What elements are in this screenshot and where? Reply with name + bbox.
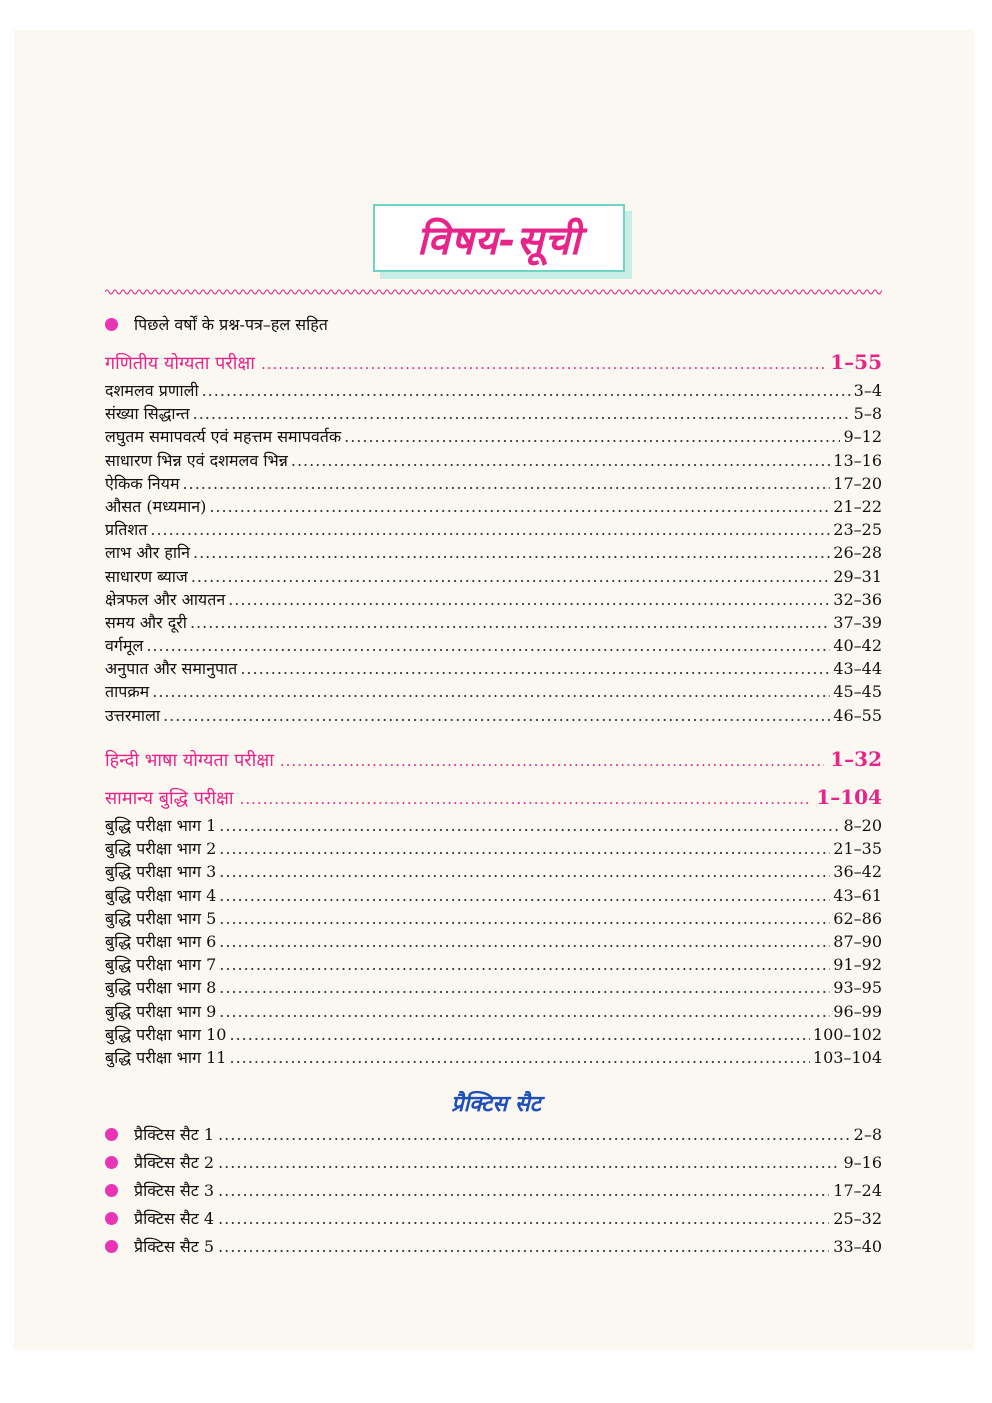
leader-dots — [219, 930, 830, 953]
leader-dots — [218, 1153, 839, 1172]
leader-dots — [219, 860, 830, 883]
leader-dots — [191, 565, 830, 588]
practice-label: प्रैक्टिस सैट 2 — [134, 1153, 215, 1172]
toc-pages: 26–28 — [833, 543, 882, 563]
toc-row — [105, 1023, 882, 1046]
practice-label: प्रैक्टिस सैट 3 — [134, 1181, 215, 1200]
toc-pages: 62–86 — [833, 908, 882, 928]
leader-dots — [280, 752, 824, 770]
leader-dots — [190, 611, 830, 634]
leader-dots — [228, 588, 830, 611]
section-title: सामान्य बुद्धि परीक्षा — [105, 788, 234, 809]
leader-dots — [202, 379, 851, 402]
practice-label: प्रैक्टिस सैट 5 — [134, 1237, 215, 1256]
toc-label: बुद्धि परीक्षा भाग 7 — [105, 955, 217, 975]
toc-pages: 87–90 — [833, 931, 882, 951]
leader-dots — [152, 680, 830, 703]
toc-label: अनुपात और समानुपात — [105, 659, 238, 679]
toc-row — [105, 814, 882, 837]
toc-row — [105, 518, 882, 541]
toc-pages: 5–8 — [853, 404, 882, 424]
toc-row — [105, 588, 882, 611]
toc-pages: 21–22 — [833, 496, 882, 516]
leader-dots — [219, 1000, 830, 1023]
toc-label: बुद्धि परीक्षा भाग 5 — [105, 908, 217, 928]
toc-label: उत्तरमाला — [105, 705, 161, 725]
toc-row — [105, 657, 882, 680]
toc-row — [105, 425, 882, 448]
leader-dots — [240, 657, 830, 680]
toc-label: क्षेत्रफल और आयतन — [105, 589, 226, 609]
leader-dots — [218, 1125, 850, 1144]
practice-pages: 2–8 — [853, 1124, 882, 1144]
toc-row — [105, 837, 882, 860]
toc-row — [105, 611, 882, 634]
toc-label: साधारण ब्याज — [105, 566, 188, 586]
toc-pages: 17–20 — [833, 473, 882, 493]
section-heading — [105, 785, 882, 812]
toc-row — [105, 541, 882, 564]
toc-row — [105, 565, 882, 588]
toc-row — [105, 402, 882, 425]
toc-pages: 21–35 — [833, 839, 882, 859]
leader-dots — [219, 953, 830, 976]
toc-pages: 100–102 — [812, 1024, 882, 1044]
leader-dots — [150, 518, 830, 541]
leader-dots — [218, 1237, 829, 1256]
toc-label: बुद्धि परीक्षा भाग 11 — [105, 1047, 227, 1067]
leader-dots — [163, 704, 830, 727]
toc-pages: 29–31 — [833, 566, 882, 586]
toc-label: वर्गमूल — [105, 636, 144, 656]
practice-title: प्रैक्टिस सैट — [451, 1092, 541, 1117]
leader-dots — [193, 541, 830, 564]
section-title: गणितीय योग्यता परीक्षा — [105, 353, 255, 374]
leader-dots — [146, 634, 830, 657]
practice-list — [105, 1120, 882, 1260]
leader-dots — [218, 1209, 829, 1228]
toc-label: बुद्धि परीक्षा भाग 10 — [105, 1024, 227, 1044]
reasoning-items — [105, 814, 882, 1069]
toc-label: बुद्धि परीक्षा भाग 1 — [105, 816, 217, 835]
toc-label: ऐकिक नियम — [105, 473, 180, 493]
toc-pages: 46–55 — [833, 705, 882, 725]
practice-row — [105, 1232, 882, 1260]
toc-label: साधारण भिन्न एवं दशमलव भिन्न — [105, 450, 288, 470]
toc-pages: 3–4 — [853, 381, 882, 400]
leader-dots — [240, 790, 811, 808]
toc-label: संख्या सिद्धान्त — [105, 404, 190, 424]
bullet-icon — [105, 1156, 118, 1169]
bullet-icon — [105, 1184, 118, 1197]
toc-row — [105, 1000, 882, 1023]
toc-pages: 9–12 — [843, 427, 882, 447]
practice-row — [105, 1176, 882, 1204]
leader-dots — [344, 425, 840, 448]
wavy-divider — [105, 286, 882, 298]
title-box — [373, 204, 625, 272]
section-math — [105, 350, 882, 727]
math-items — [105, 379, 882, 727]
toc-pages: 32–36 — [833, 589, 882, 609]
section-pages: 1–104 — [816, 785, 882, 809]
toc-pages: 45–45 — [833, 682, 882, 702]
bullet-icon — [105, 1240, 118, 1253]
note-line — [105, 313, 328, 335]
section-heading — [105, 747, 882, 774]
toc-row — [105, 976, 882, 999]
practice-pages: 9–16 — [843, 1152, 882, 1172]
practice-pages: 25–32 — [833, 1208, 882, 1228]
toc-row — [105, 472, 882, 495]
section-hindi — [105, 747, 882, 774]
toc-pages: 91–92 — [833, 955, 882, 975]
toc-label: बुद्धि परीक्षा भाग 2 — [105, 839, 217, 859]
section-pages: 1–55 — [830, 350, 882, 374]
toc-label: बुद्धि परीक्षा भाग 4 — [105, 885, 217, 905]
practice-row — [105, 1204, 882, 1232]
leader-dots — [229, 1023, 809, 1046]
section-pages: 1–32 — [830, 747, 882, 771]
practice-label: प्रैक्टिस सैट 1 — [134, 1125, 215, 1144]
toc-pages: 37–39 — [833, 612, 882, 632]
toc-row — [105, 860, 882, 883]
section-title: हिन्दी भाषा योग्यता परीक्षा — [105, 750, 274, 771]
toc-pages: 23–25 — [833, 520, 882, 540]
bullet-icon — [105, 1212, 118, 1225]
leader-dots — [261, 355, 824, 373]
toc-pages: 93–95 — [833, 978, 882, 998]
toc-row — [105, 379, 882, 402]
practice-row — [105, 1120, 882, 1148]
leader-dots — [183, 472, 831, 495]
toc-label: औसत (मध्यमान) — [105, 496, 207, 516]
leader-dots — [209, 495, 830, 518]
toc-label: लाभ और हानि — [105, 543, 190, 563]
toc-row — [105, 634, 882, 657]
leader-dots — [219, 814, 840, 837]
toc-pages: 13–16 — [833, 450, 882, 470]
toc-label: बुद्धि परीक्षा भाग 9 — [105, 1001, 217, 1021]
toc-label: बुद्धि परीक्षा भाग 8 — [105, 978, 217, 998]
toc-pages: 36–42 — [833, 862, 882, 882]
toc-pages: 43–61 — [833, 885, 882, 905]
practice-label: प्रैक्टिस सैट 4 — [134, 1209, 215, 1228]
toc-pages: 43–44 — [833, 659, 882, 679]
toc-pages: 8–20 — [843, 816, 882, 835]
toc-row — [105, 1046, 882, 1069]
page-title: विषय-सूची — [416, 217, 582, 264]
toc-label: लघुतम समापवर्त्य एवं महत्तम समापवर्तक — [105, 427, 342, 447]
toc-label: प्रतिशत — [105, 520, 148, 540]
leader-dots — [219, 884, 830, 907]
toc-row — [105, 704, 882, 727]
leader-dots — [219, 976, 830, 999]
toc-row — [105, 495, 882, 518]
note-text: पिछले वर्षों के प्रश्न-पत्र–हल सहित — [134, 315, 328, 334]
toc-label: समय और दूरी — [105, 612, 187, 632]
section-reasoning — [105, 785, 882, 1069]
leader-dots — [193, 402, 851, 425]
toc-label: दशमलव प्रणाली — [105, 381, 199, 400]
leader-dots — [219, 907, 830, 930]
leader-dots — [229, 1046, 809, 1069]
toc-label: बुद्धि परीक्षा भाग 6 — [105, 931, 217, 951]
toc-pages: 96–99 — [833, 1001, 882, 1021]
toc-row — [105, 449, 882, 472]
section-heading — [105, 350, 882, 377]
leader-dots — [219, 837, 830, 860]
bullet-icon — [105, 318, 118, 331]
practice-pages: 17–24 — [833, 1180, 882, 1200]
bullet-icon — [105, 1128, 118, 1141]
toc-row — [105, 907, 882, 930]
practice-row — [105, 1148, 882, 1176]
toc-row — [105, 930, 882, 953]
toc-row — [105, 953, 882, 976]
toc-label: तापक्रम — [105, 682, 150, 702]
leader-dots — [218, 1181, 829, 1200]
leader-dots — [291, 449, 830, 472]
toc-row — [105, 680, 882, 703]
toc-pages: 103–104 — [812, 1047, 882, 1067]
toc-pages: 40–42 — [833, 636, 882, 656]
practice-pages: 33–40 — [833, 1236, 882, 1256]
toc-row — [105, 884, 882, 907]
toc-label: बुद्धि परीक्षा भाग 3 — [105, 862, 217, 882]
